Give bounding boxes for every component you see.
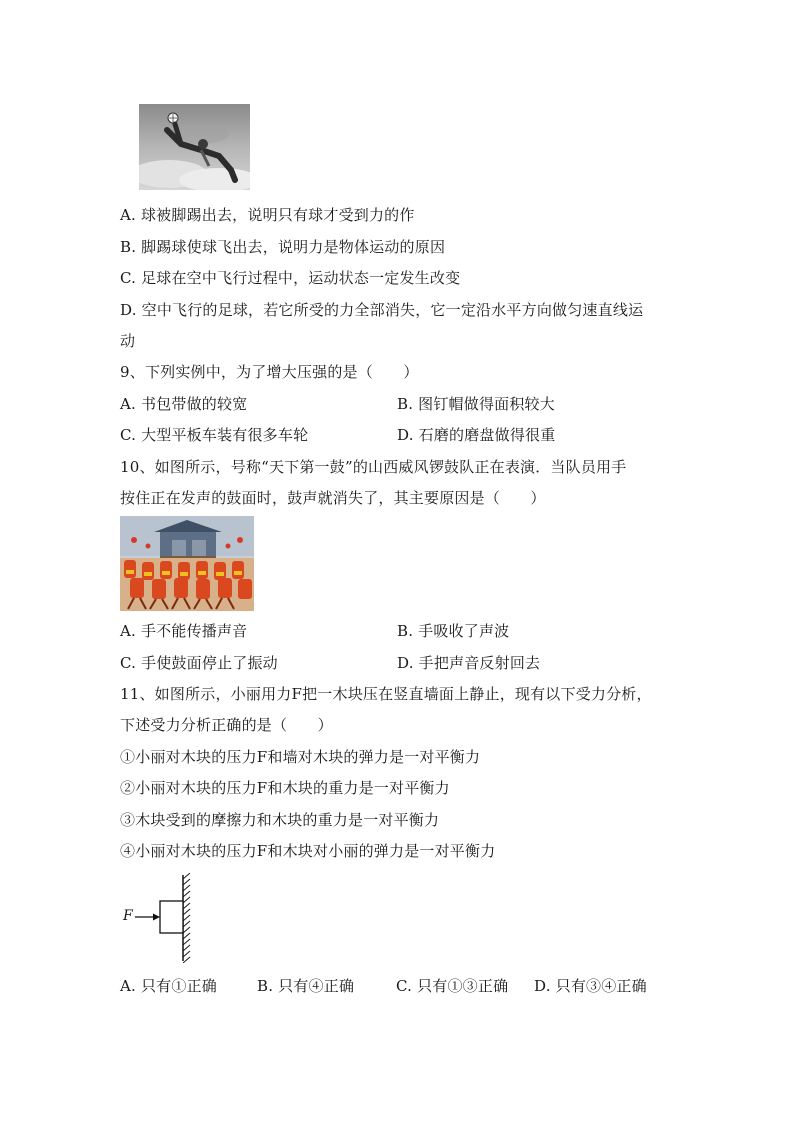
q11-statement-3: ③木块受到的摩擦力和木块的重力是一对平衡力 — [120, 811, 440, 829]
force-label: F — [123, 908, 133, 924]
q9-stem: 9、下列实例中，为了增大压强的是（ ） — [120, 363, 419, 381]
drum-troupe-photo — [120, 516, 254, 611]
q10-option-a: A. 手不能传播声音 — [120, 622, 248, 640]
q10-options-row2 — [120, 653, 541, 673]
force-diagram — [119, 873, 199, 963]
q10-option-c: C. 手使鼓面停止了振动 — [120, 654, 278, 672]
q9-option-d: D. 石磨的磨盘做得很重 — [397, 426, 556, 444]
q11-option-c: C. 只有①③正确 — [396, 977, 509, 995]
q10-option-d: D. 手把声音反射回去 — [397, 654, 541, 672]
q9-options-row1 — [120, 394, 555, 414]
q11-statement-1: ①小丽对木块的压力F和墙对木块的弹力是一对平衡力 — [120, 748, 481, 766]
q9-option-a: A. 书包带做的较宽 — [120, 395, 248, 413]
q11-statement-4: ④小丽对木块的压力F和木块对小丽的弹力是一对平衡力 — [120, 842, 496, 860]
q8-option-b: B. 脚踢球使球飞出去，说明力是物体运动的原因 — [120, 238, 446, 256]
soccer-kick-photo — [139, 104, 250, 190]
q9-option-b: B. 图钉帽做得面积较大 — [397, 395, 555, 413]
q8-option-a: A. 球被脚踢出去，说明只有球才受到力的作 — [120, 206, 415, 224]
q9-options-row2 — [120, 425, 556, 445]
q8-option-d-line1: D. 空中飞行的足球，若它所受的力全部消失，它一定沿水平方向做匀速直线运 — [120, 301, 644, 319]
q8-option-c: C. 足球在空中飞行过程中，运动状态一定发生改变 — [120, 269, 461, 287]
q8-option-d-line2: 动 — [120, 332, 136, 350]
q11-stem-line1: 11、如图所示，小丽用力F把一木块压在竖直墙面上静止，现有以下受力分析， — [120, 685, 652, 703]
q9-option-c: C. 大型平板车装有很多车轮 — [120, 426, 309, 444]
q11-option-d: D. 只有③④正确 — [534, 977, 647, 995]
q10-stem-line1: 10、如图所示，号称“天下第一鼓”的山西威风锣鼓队正在表演．当队员用手 — [120, 458, 627, 476]
q10-option-b: B. 手吸收了声波 — [397, 622, 510, 640]
q10-stem-line2: 按住正在发声的鼓面时，鼓声就消失了，其主要原因是（ ） — [120, 489, 546, 507]
q11-option-b: B. 只有④正确 — [257, 977, 355, 995]
q11-option-a: A. 只有①正确 — [120, 977, 217, 995]
q11-statement-2: ②小丽对木块的压力F和木块的重力是一对平衡力 — [120, 779, 450, 797]
q10-options-row1 — [120, 621, 510, 641]
q11-stem-line2: 下述受力分析正确的是（ ） — [120, 716, 333, 734]
